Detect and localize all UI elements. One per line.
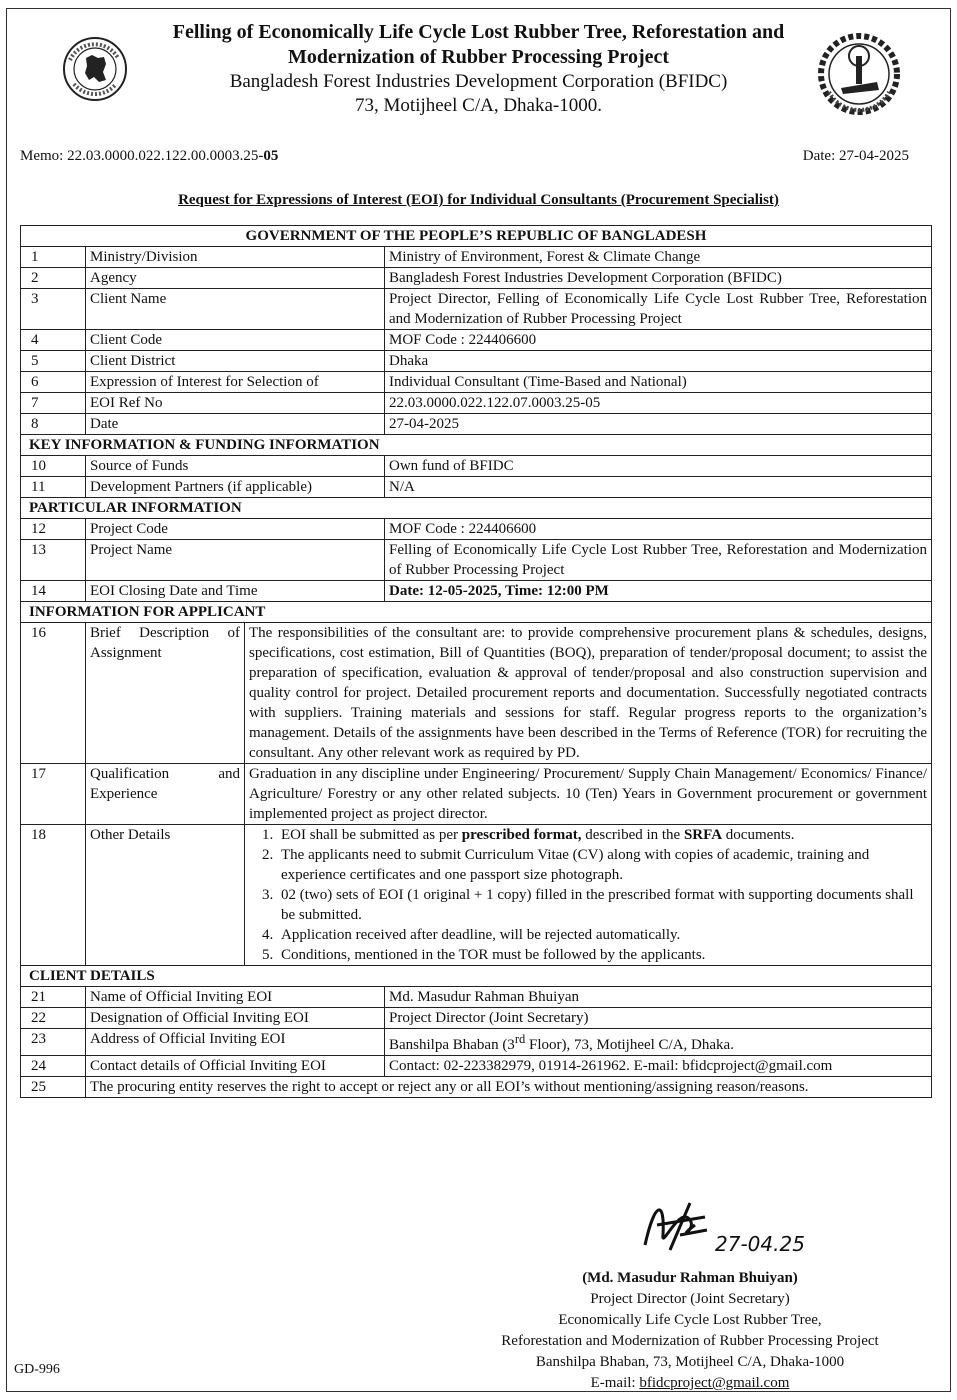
row-no: 18 [21, 825, 86, 966]
row-value: Individual Consultant (Time-Based and National) [385, 372, 932, 393]
memo-date: Date: 27-04-2025 [802, 148, 909, 164]
contact-value: Contact: 02-223382979, 01914-261962. E-mail: bfidcproject@gmail.com [385, 1056, 932, 1077]
email-label: E-mail: [590, 1375, 640, 1391]
row-label: Project Name [86, 540, 385, 581]
qualification-text: Graduation in any discipline under Engineering/ Procurement/ Supply Chain Management/ Economics/ Finance/ Agriculture/ Forestry or any other related subjects. 10 (Ten) Years in Government procurement or government implemented project as project director. [249, 766, 927, 822]
item-text: EOI shall be submitted as per [281, 827, 462, 843]
list-item: 4. Application received after deadline, will be rejected automatically. [277, 925, 927, 945]
organization-address: 73, Motijheel C/A, Dhaka-1000. [355, 95, 602, 116]
row-no: 22 [21, 1008, 86, 1029]
row-value: Project Director, Felling of Economically Life Cycle Lost Rubber Tree, Reforestation and Modernization of Rubber Processing Project [385, 289, 932, 330]
row-no: 17 [21, 764, 86, 825]
list-item: 2. The applicants need to submit Curriculum Vitae (CV) along with copies of academic, training and experience certificates and one passport size photograph. [277, 845, 927, 885]
signatory-project-line: Reforestation and Modernization of Rubber Processing Project [501, 1333, 879, 1349]
closing-date-value: Date: 12-05-2025, Time: 12:00 PM [385, 581, 932, 602]
row-value: Bangladesh Forest Industries Development Corporation (BFIDC) [385, 268, 932, 289]
row-value [385, 1029, 932, 1056]
item-text: described in the [581, 827, 684, 843]
table-row [21, 456, 932, 477]
row-label: Designation of Official Inviting EOI [86, 1008, 385, 1029]
assignment-description: The responsibilities of the consultant are: to provide comprehensive procurement plans & schedules, designs, specifications, cost estimation, Bill of Quantities (BOQ), preparation of tender/proposal document; to assist the preparation of specification, evaluation & approval of tender/proposal and also construction supervision and quality control for project. Detailed procurement reports and documentation. Successfully negotiated contracts with suppliers. Training materials and sessions for staff. Regular progress reports to the organization’s management. Details of the assignments have been described in the Terms of Reference (TOR) for recruiting the consultant. Any other relevant work as required by PD. [249, 625, 927, 761]
table-row [21, 764, 932, 825]
signatory-email [440, 1373, 940, 1394]
project-title-line2: Modernization of Rubber Processing Project [287, 46, 670, 68]
subject-heading: Request for Expressions of Interest (EOI) for Individual Consultants (Procurement Specialist) [178, 192, 779, 208]
row-label: Brief Description of Assignment [86, 623, 245, 763]
row-label: Contact details of Official Inviting EOI [86, 1056, 385, 1077]
project-title-line1: Felling of Economically Life Cycle Lost Rubber Tree, Reforestation and [172, 21, 785, 43]
table-row [21, 330, 932, 351]
procuring-entity-note: The procuring entity reserves the right to accept or reject any or all EOI’s without mentioning/assigning reason/reasons. [86, 1077, 932, 1098]
table-row [21, 581, 932, 602]
table-row [21, 1077, 932, 1098]
row-no: 12 [21, 519, 86, 540]
table-row [21, 623, 932, 764]
eoi-table [20, 225, 932, 1098]
row-no: 2 [21, 268, 86, 289]
row-value: Project Director (Joint Secretary) [385, 1008, 932, 1029]
row-no: 1 [21, 247, 86, 268]
list-item: 3. 02 (two) sets of EOI (1 original + 1 copy) filled in the prescribed format with supporting documents shall be submitted. [277, 885, 927, 925]
organization-name: Bangladesh Forest Industries Development Corporation (BFIDC) [229, 71, 728, 92]
table-row [21, 372, 932, 393]
row-no: 21 [21, 987, 86, 1008]
list-item: 5. Conditions, mentioned in the TOR must be followed by the applicants. [277, 945, 927, 965]
row-no: 16 [21, 623, 86, 764]
section-particular-information: PARTICULAR INFORMATION [21, 498, 932, 519]
row-no: 25 [21, 1077, 86, 1098]
item-bold: SRFA [683, 827, 723, 843]
table-row [21, 540, 932, 581]
other-details-list [249, 825, 927, 965]
row-no: 8 [21, 414, 86, 435]
row-value: MOF Code : 224406600 [385, 519, 932, 540]
table-row [21, 1029, 932, 1056]
list-item [277, 825, 927, 845]
signatory-address: Banshilpa Bhaban, 73, Motijheel C/A, Dhaka-1000 [535, 1354, 845, 1370]
section-client-details: CLIENT DETAILS [21, 966, 932, 987]
row-no: 6 [21, 372, 86, 393]
memo-suffix: 05 [263, 148, 279, 164]
row-label: Client Name [86, 289, 385, 330]
row-value: 27-04-2025 [385, 414, 932, 435]
row-no: 24 [21, 1056, 86, 1077]
table-row [21, 393, 932, 414]
memo-prefix: Memo: 22.03.0000.022.122.00.0003.25- [20, 148, 264, 164]
table-row [21, 1008, 932, 1029]
table-row [21, 351, 932, 372]
table-row [21, 1056, 932, 1077]
row-label: Client District [86, 351, 385, 372]
signatory-designation: Project Director (Joint Secretary) [590, 1291, 790, 1307]
handwritten-signature [635, 1195, 805, 1265]
signatory-name: (Md. Masudur Rahman Bhuiyan) [582, 1270, 798, 1286]
item-bold: prescribed format, [461, 827, 582, 843]
table-row [21, 987, 932, 1008]
row-no: 4 [21, 330, 86, 351]
table-row [21, 247, 932, 268]
row-label: EOI Ref No [86, 393, 385, 414]
row-no: 7 [21, 393, 86, 414]
table-row [21, 825, 932, 966]
row-label: Qualification and Experience [86, 764, 245, 824]
row-label: Name of Official Inviting EOI [86, 987, 385, 1008]
section-key-information: KEY INFORMATION & FUNDING INFORMATION [21, 435, 932, 456]
address-text: Banshilpa Bhaban (3 [389, 1037, 515, 1053]
row-value: Md. Masudur Rahman Bhuiyan [385, 987, 932, 1008]
row-value: Felling of Economically Life Cycle Lost Rubber Tree, Reforestation and Modernization of Rubber Processing Project [385, 540, 932, 581]
signatory-project-line: Economically Life Cycle Lost Rubber Tree, [558, 1312, 822, 1328]
address-text: Floor), 73, Motijheel C/A, Dhaka. [525, 1037, 734, 1053]
row-value: 22.03.0000.022.122.07.0003.25-05 [385, 393, 932, 414]
address-superscript: rd [514, 1032, 526, 1046]
section-applicant-information: INFORMATION FOR APPLICANT [21, 602, 932, 623]
footer-code: GD-996 [14, 1362, 60, 1377]
row-value: Dhaka [385, 351, 932, 372]
table-row [21, 414, 932, 435]
row-value: Ministry of Environment, Forest & Climate Change [385, 247, 932, 268]
row-label: Date [86, 414, 385, 435]
row-no: 11 [21, 477, 86, 498]
table-row [21, 289, 932, 330]
row-label: EOI Closing Date and Time [86, 581, 385, 602]
row-no: 10 [21, 456, 86, 477]
row-no: 23 [21, 1029, 86, 1056]
row-no: 3 [21, 289, 86, 330]
row-label: Address of Official Inviting EOI [86, 1029, 385, 1056]
row-label: Ministry/Division [86, 247, 385, 268]
table-row [21, 477, 932, 498]
row-no: 5 [21, 351, 86, 372]
item-text: documents. [722, 827, 795, 843]
row-no: 13 [21, 540, 86, 581]
signature-block [440, 1268, 940, 1394]
document-header [0, 20, 957, 118]
row-label: Agency [86, 268, 385, 289]
row-label: Project Code [86, 519, 385, 540]
row-value: Own fund of BFIDC [385, 456, 932, 477]
table-row [21, 519, 932, 540]
row-value: MOF Code : 224406600 [385, 330, 932, 351]
email-link[interactable]: bfidcproject@gmail.com [639, 1375, 790, 1391]
row-label: Development Partners (if applicable) [86, 477, 385, 498]
row-label: Client Code [86, 330, 385, 351]
row-no: 14 [21, 581, 86, 602]
row-value: N/A [385, 477, 932, 498]
gov-heading: GOVERNMENT OF THE PEOPLE’S REPUBLIC OF BANGLADESH [21, 226, 932, 247]
table-row [21, 268, 932, 289]
row-label: Expression of Interest for Selection of [86, 372, 385, 393]
signature-date: 27-04.25 [715, 1232, 805, 1256]
memo-number [20, 148, 278, 165]
row-label: Source of Funds [86, 456, 385, 477]
row-label: Other Details [86, 825, 245, 965]
